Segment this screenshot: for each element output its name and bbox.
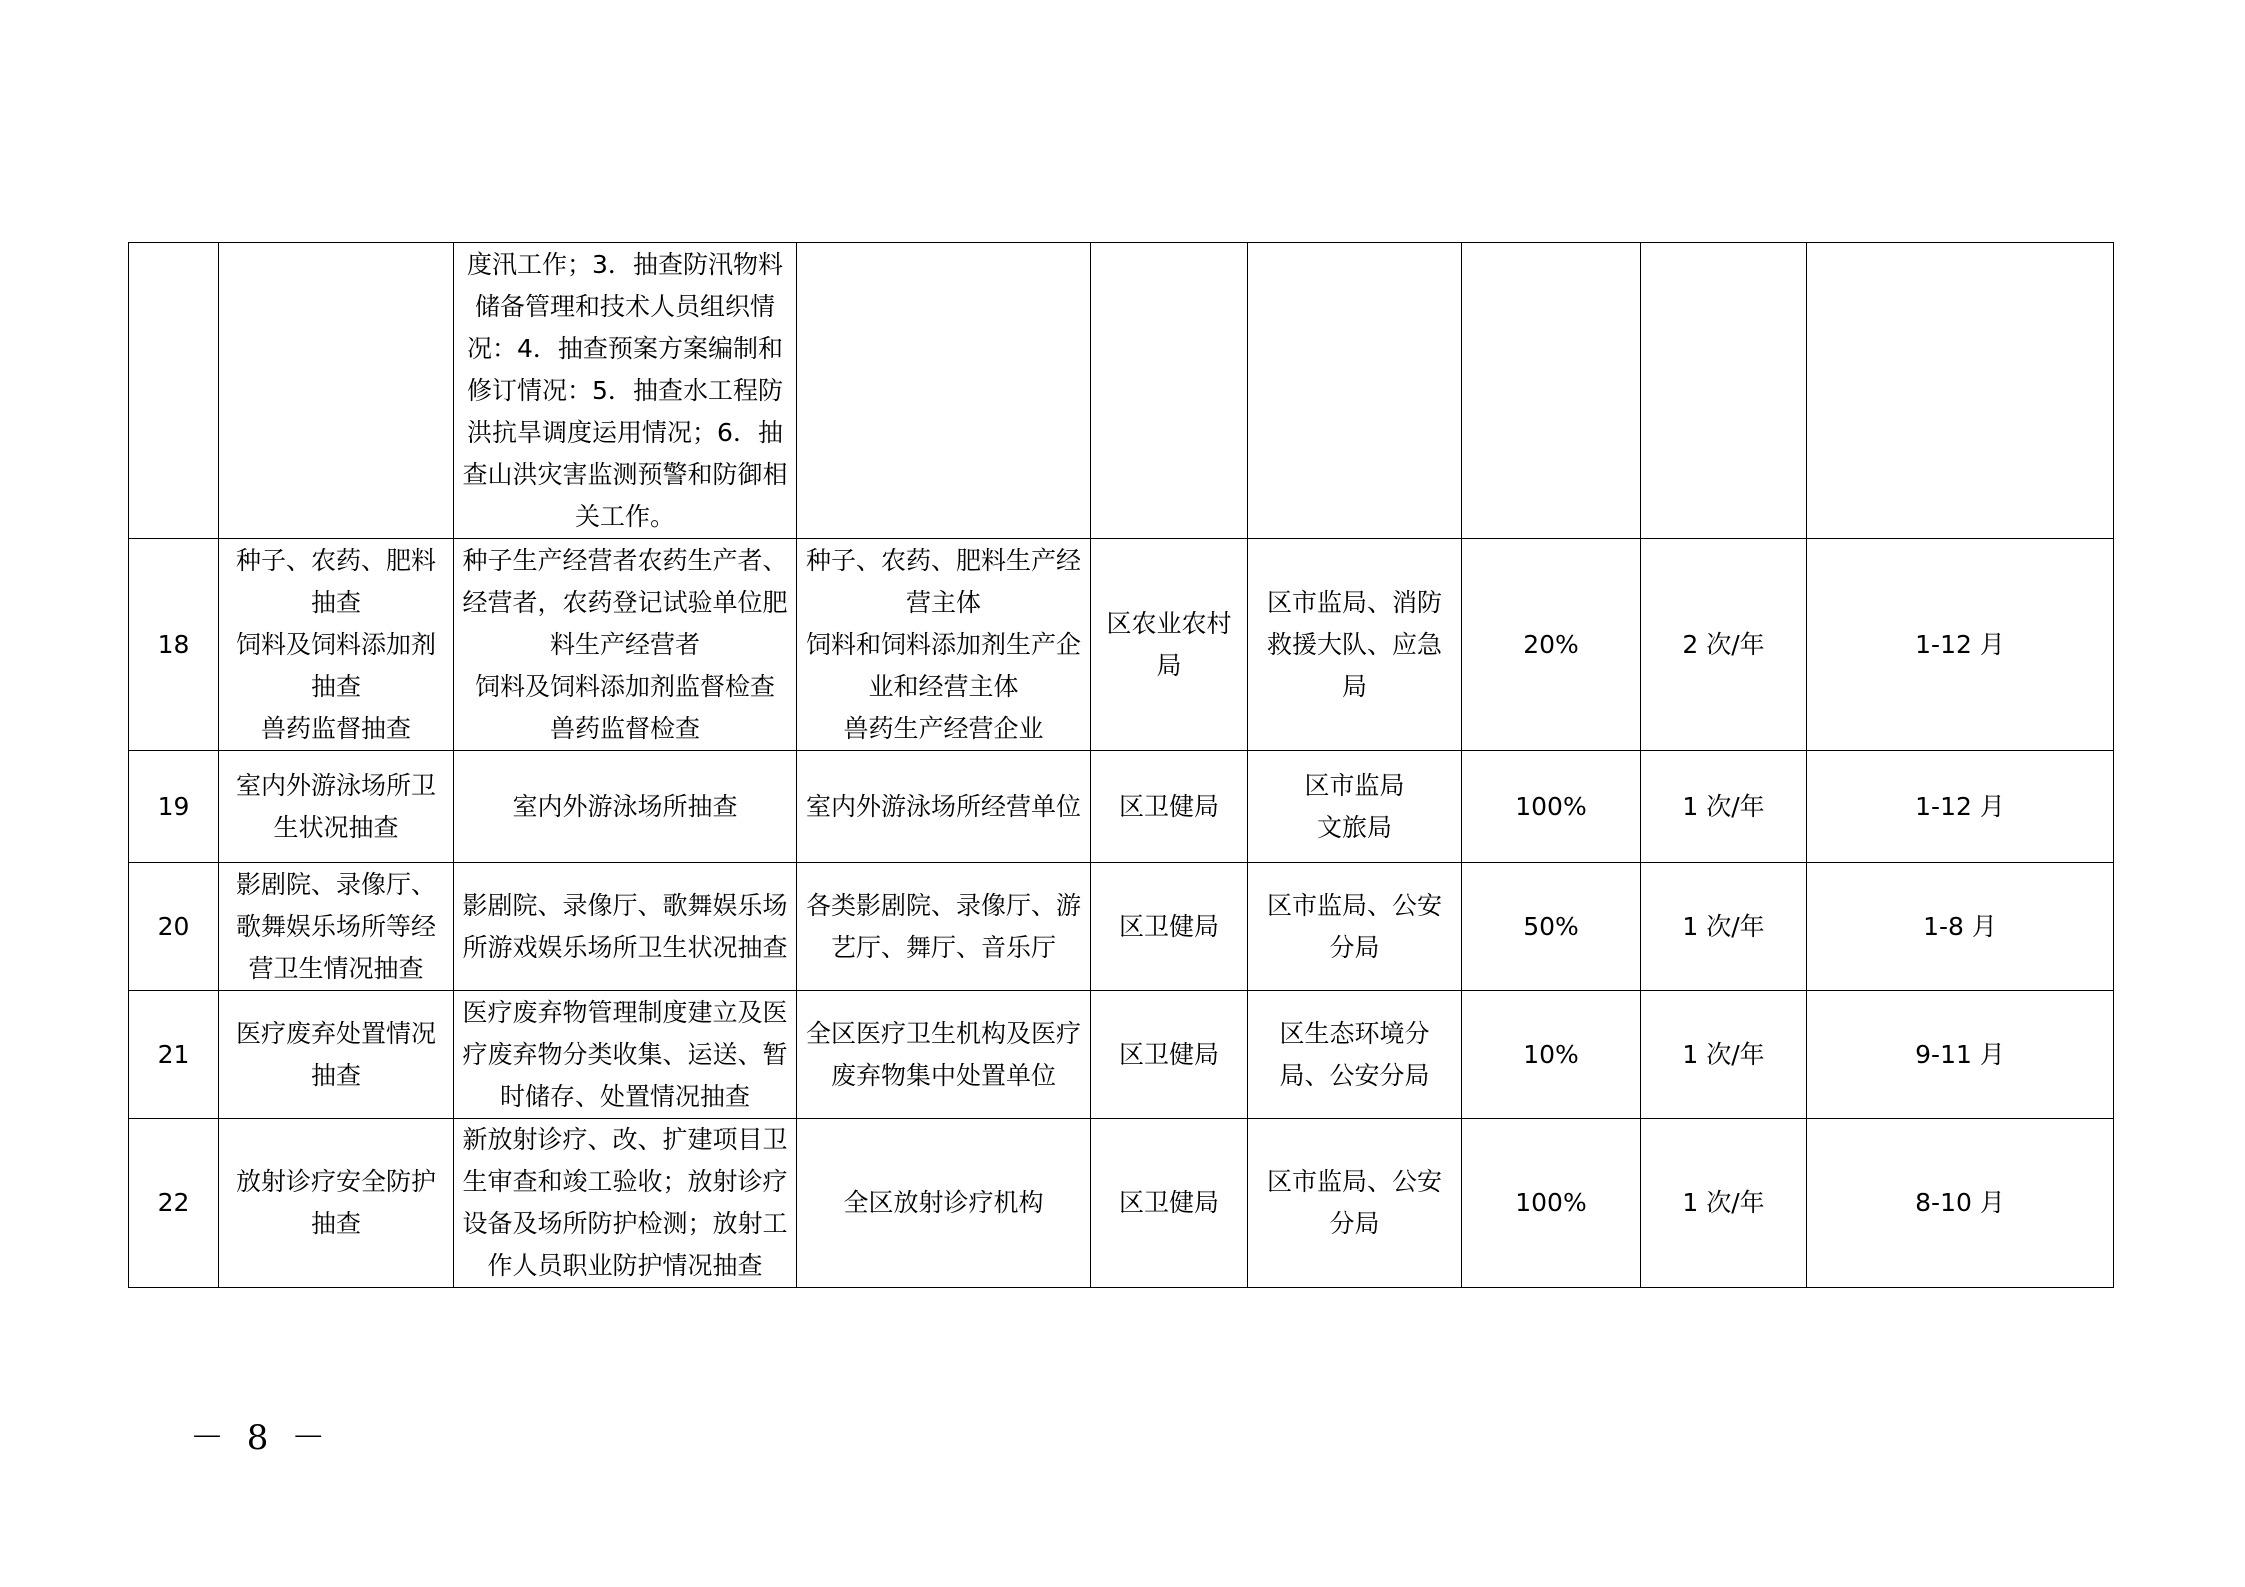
cell-frequency [1641, 863, 1807, 991]
cell-object [797, 1119, 1091, 1288]
cell-item-text: 放射诊疗安全防护抽查 [235, 1167, 436, 1238]
cell-lead-text: 区卫健局 [1118, 911, 1219, 941]
cell-partners-text: 区市监局、公安分局 [1266, 1167, 1442, 1238]
table-row [129, 991, 2114, 1119]
cell-content-text: 医疗废弃物管理制度建立及医疗废弃物分类收集、运送、暂时储存、处置情况抽查 [462, 997, 788, 1111]
cell-frequency-text: 1 次/年 [1682, 911, 1765, 941]
cell-frequency-text: 1 次/年 [1682, 1039, 1765, 1069]
cell-frequency-text: 1 次/年 [1682, 1188, 1765, 1217]
cell-partners-text: 区生态环境分局、公安分局 [1279, 1018, 1430, 1090]
cell-period-text: 1-12 月 [1915, 791, 2005, 821]
table-body [129, 243, 2114, 1288]
page-number: － 8 － [190, 1418, 332, 1458]
cell-item [219, 243, 454, 539]
cell-no-text: 19 [157, 791, 190, 821]
cell-item [219, 751, 454, 863]
cell-item-text: 影剧院、录像厅、歌舞娱乐场所等经营卫生情况抽查 [235, 869, 436, 983]
cell-no [129, 991, 219, 1119]
cell-lead [1091, 991, 1248, 1119]
cell-lead [1091, 863, 1248, 991]
cell-lead-text: 区卫健局 [1118, 1039, 1219, 1069]
cell-frequency-text: 1 次/年 [1682, 791, 1765, 821]
cell-lead-text: 区卫健局 [1118, 791, 1219, 821]
cell-ratio [1462, 243, 1641, 539]
cell-object [797, 863, 1091, 991]
cell-lead [1091, 243, 1248, 539]
cell-ratio-text: 10% [1523, 1039, 1579, 1069]
cell-content [454, 539, 797, 751]
cell-partners-text: 区市监局、公安分局 [1266, 890, 1442, 962]
cell-content-text: 影剧院、录像厅、歌舞娱乐场所游戏娱乐场所卫生状况抽查 [462, 890, 788, 962]
cell-no [129, 243, 219, 539]
cell-item-text: 医疗废弃处置情况抽查 [235, 1018, 436, 1090]
cell-period-text: 9-11 月 [1915, 1039, 2005, 1069]
cell-period [1807, 1119, 2114, 1288]
cell-ratio-text: 100% [1515, 1188, 1587, 1217]
cell-partners-text: 区市监局 文旅局 [1304, 770, 1405, 842]
cell-ratio-text: 50% [1523, 911, 1579, 941]
table-row [129, 243, 2114, 539]
cell-content [454, 863, 797, 991]
cell-object-text: 室内外游泳场所经营单位 [805, 791, 1081, 821]
cell-ratio [1462, 1119, 1641, 1288]
cell-lead-text: 区农业农村局 [1106, 608, 1232, 680]
cell-object [797, 539, 1091, 751]
cell-content-text: 室内外游泳场所抽查 [512, 791, 738, 821]
cell-frequency [1641, 991, 1807, 1119]
cell-item [219, 539, 454, 751]
cell-ratio [1462, 751, 1641, 863]
cell-item-text: 室内外游泳场所卫生状况抽查 [235, 770, 436, 842]
cell-partners [1248, 243, 1462, 539]
cell-partners [1248, 539, 1462, 751]
cell-no [129, 863, 219, 991]
cell-no-text: 18 [157, 629, 190, 659]
cell-object [797, 243, 1091, 539]
cell-period-text: 1-8 月 [1923, 911, 1997, 941]
cell-ratio [1462, 539, 1641, 751]
cell-frequency-text: 2 次/年 [1682, 629, 1765, 659]
cell-lead [1091, 539, 1248, 751]
table-row [129, 539, 2114, 751]
cell-period-text: 1-12 月 [1915, 629, 2005, 659]
cell-ratio [1462, 863, 1641, 991]
cell-period [1807, 863, 2114, 991]
cell-partners [1248, 863, 1462, 991]
cell-partners-text: 区市监局、消防救援大队、应急局 [1266, 587, 1442, 701]
cell-ratio [1462, 991, 1641, 1119]
cell-lead [1091, 1119, 1248, 1288]
cell-content [454, 751, 797, 863]
cell-object [797, 991, 1091, 1119]
cell-frequency [1641, 751, 1807, 863]
cell-lead [1091, 751, 1248, 863]
cell-no-text: 22 [157, 1188, 190, 1217]
cell-item-text: 种子、农药、肥料抽查 饲料及饲料添加剂抽查 兽药监督抽查 [235, 545, 436, 743]
cell-partners [1248, 751, 1462, 863]
cell-object [797, 751, 1091, 863]
table-row [129, 751, 2114, 863]
table-row [129, 863, 2114, 991]
cell-content-text: 度汛工作；3．抽查防汛物料储备管理和技术人员组织情况：4．抽查预案方案编制和修订情况：5．抽查水工程防洪抗旱调度运用情况；6．抽查山洪灾害监测预警和防御相关工作。 [462, 249, 788, 531]
cell-object-text: 各类影剧院、录像厅、游艺厅、舞厅、音乐厅 [805, 890, 1081, 962]
cell-period [1807, 751, 2114, 863]
cell-item [219, 1119, 454, 1288]
cell-no-text: 20 [157, 911, 190, 941]
cell-no-text: 21 [157, 1039, 190, 1069]
cell-object-text: 全区放射诊疗机构 [843, 1188, 1044, 1217]
cell-frequency [1641, 243, 1807, 539]
cell-ratio-text: 100% [1515, 791, 1587, 821]
cell-content [454, 1119, 797, 1288]
cell-no [129, 1119, 219, 1288]
cell-content [454, 243, 797, 539]
cell-item [219, 991, 454, 1119]
cell-content [454, 991, 797, 1119]
table-row [129, 1119, 2114, 1288]
cell-ratio-text: 20% [1523, 629, 1579, 659]
cell-period [1807, 991, 2114, 1119]
cell-partners [1248, 1119, 1462, 1288]
cell-no [129, 539, 219, 751]
cell-no [129, 751, 219, 863]
cell-content-text: 种子生产经营者农药生产者、经营者，农药登记试验单位肥料生产经营者 饲料及饲料添加剂监督检查 兽药监督检查 [462, 545, 788, 743]
cell-period-text: 8-10 月 [1915, 1188, 2005, 1217]
cell-lead-text: 区卫健局 [1118, 1188, 1219, 1217]
cell-object-text: 种子、农药、肥料生产经营主体 饲料和饲料添加剂生产企业和经营主体 兽药生产经营企业 [805, 545, 1081, 743]
cell-content-text: 新放射诊疗、改、扩建项目卫生审查和竣工验收；放射诊疗设备及场所防护检测；放射工作人员职业防护情况抽查 [462, 1125, 788, 1280]
cell-period [1807, 539, 2114, 751]
inspection-table [128, 242, 2114, 1288]
cell-period [1807, 243, 2114, 539]
cell-frequency [1641, 1119, 1807, 1288]
cell-frequency [1641, 539, 1807, 751]
cell-item [219, 863, 454, 991]
cell-partners [1248, 991, 1462, 1119]
cell-object-text: 全区医疗卫生机构及医疗废弃物集中处置单位 [805, 1018, 1081, 1090]
